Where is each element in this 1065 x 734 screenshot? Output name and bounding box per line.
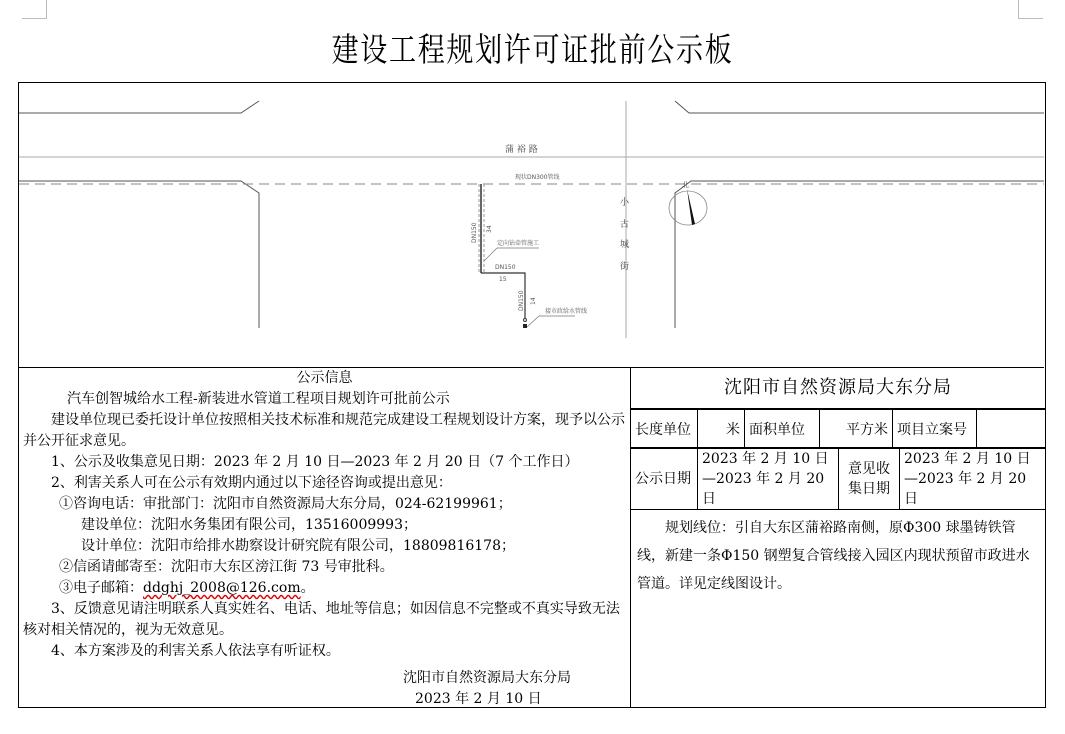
area-unit-label: 面积单位	[745, 410, 820, 448]
pipe-horizontal-length: 15	[499, 276, 507, 283]
authority-info-panel	[631, 368, 1045, 707]
opinion-date-value: 2023 年 2 月 10 日—2023 年 2 月 20 日	[900, 449, 1046, 510]
svg-text:北: 北	[682, 181, 689, 189]
project-no-value	[977, 410, 1046, 448]
signature-date: 2023 年 2 月 10 日	[415, 691, 542, 707]
svg-text:小: 小	[620, 198, 630, 208]
notice-date-value: 2023 年 2 月 10 日—2023 年 2 月 20 日	[698, 449, 839, 510]
project-no-label: 项目立案号	[893, 410, 977, 448]
length-unit-label: 长度单位	[631, 410, 698, 448]
notice-board-frame	[18, 82, 1046, 708]
date-info-table	[631, 448, 1045, 510]
pipe-horizontal-label: DN150	[495, 264, 516, 271]
svg-text:古: 古	[620, 220, 630, 230]
contact-mail: ②信函请邮寄至：沈阳市大东区滂江街 73 号审批科。	[59, 559, 394, 575]
page-corner-mark-right	[1018, 0, 1043, 19]
leader-lines	[484, 248, 575, 327]
notice-date-label: 公示日期	[631, 449, 698, 510]
planning-route-description: 规划线位：引自大东区蒲裕路南侧，原Φ300 球墨铸铁管线，新建一条Φ150 钢塑复合管线接入园区内现状预留市政进水管道。详见定线图设计。	[637, 520, 1030, 592]
public-notice-info	[19, 368, 631, 707]
directional-drill-note: 定向钻牵管施工	[497, 240, 540, 247]
site-plan-drawing	[19, 83, 1044, 368]
notice-item-4: 4、本方案涉及的利害关系人依法享有听证权。	[51, 643, 340, 659]
opinion-date-label: 意见收集日期	[839, 449, 900, 510]
pipe-lower-length: 14	[530, 297, 537, 305]
road-edges	[19, 101, 1044, 328]
length-unit-value: 米	[698, 410, 745, 448]
email-prefix: ③电子邮箱：	[59, 580, 143, 596]
svg-text:城: 城	[620, 240, 630, 250]
pipe-vertical-label: DN150	[471, 222, 478, 243]
email-suffix: 。	[300, 580, 315, 596]
notice-item-1: 1、公示及收集意见日期：2023 年 2 月 10 日—2023 年 2 月 20 日（7 个工作日）	[51, 454, 579, 470]
notice-intro: 建设单位现已委托设计单位按照相关技术标准和规范完成建设工程规划设计方案，现予以公示并公开征求意见。	[23, 412, 625, 449]
road-label-side	[620, 196, 630, 272]
contact-email-row	[19, 578, 630, 599]
existing-pipe-label: 现状DN300管线	[515, 174, 560, 181]
area-unit-value: 平方米	[820, 410, 893, 448]
contact-builder: 建设单位：沈阳水务集团有限公司，13516009993；	[81, 517, 417, 533]
notice-item-2: 2、利害关系人可在公示有效期内通过以下途径咨询或提出意见：	[51, 475, 452, 491]
connection-note: 接市政给水管线	[545, 308, 588, 315]
project-info-table	[631, 409, 1045, 448]
contact-phone-approval: ①咨询电话：审批部门：沈阳市自然资源局大东分局，024-62199961；	[59, 496, 512, 512]
email-link[interactable]: ddghj_2008@126.com	[143, 580, 301, 596]
notice-heading: 公示信息	[296, 370, 353, 386]
page-corner-mark-left	[22, 0, 47, 19]
svg-text:街: 街	[620, 262, 630, 272]
road-label-main: 蒲 裕 路	[505, 145, 538, 155]
authority-title: 沈阳市自然资源局大东分局	[631, 368, 1045, 409]
project-name: 汽车创智城给水工程-新装进水管道工程项目规划许可批前公示	[67, 391, 450, 407]
pipe-lower-label: DN150	[518, 290, 525, 311]
page-title: 建设工程规划许可证批前公示板	[331, 30, 734, 69]
signature-org: 沈阳市自然资源局大东分局	[403, 670, 571, 686]
notice-item-3: 3、反馈意见请注明联系人真实姓名、电话、地址等信息；如因信息不完整或不真实导致无法核对相关情况的，视为无效意见。	[23, 601, 620, 638]
contact-designer: 设计单位：沈阳市给排水勘察设计研究院有限公司，18809816178；	[81, 538, 515, 554]
pipe-vertical-length: 34	[486, 225, 493, 233]
